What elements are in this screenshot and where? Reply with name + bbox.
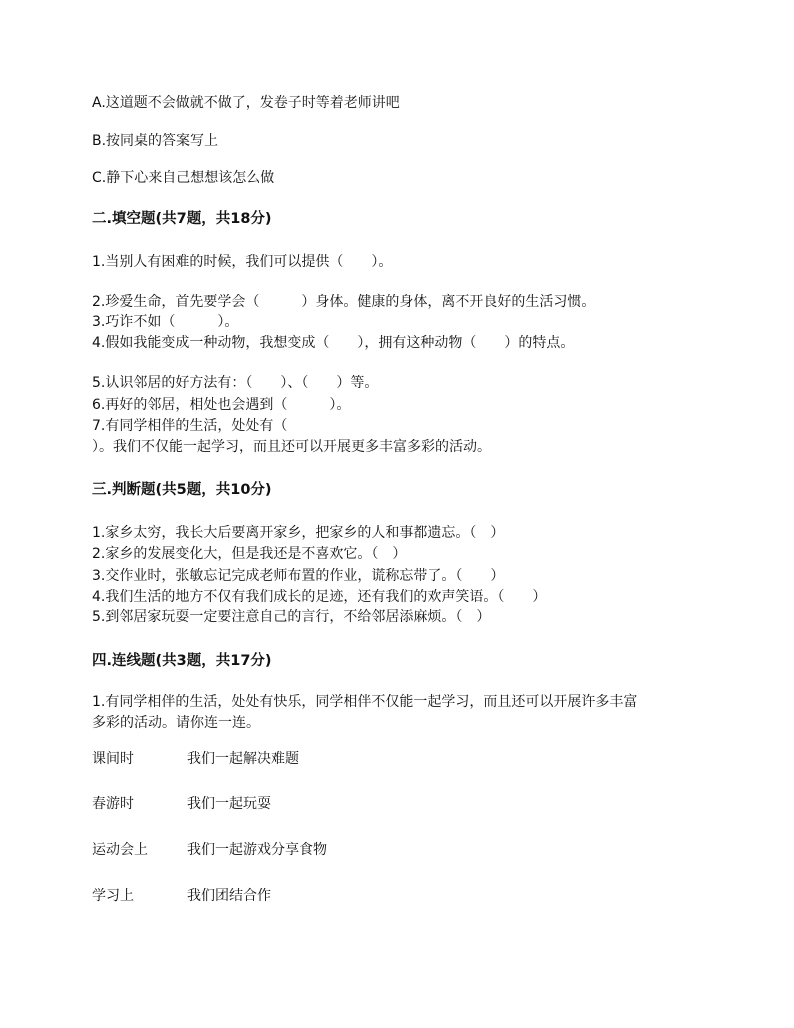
option-a: A.这道题不会做就不做了，发卷子时等着老师讲吧	[92, 95, 400, 111]
true-false-question-4: 4.我们生活的地方不仅有我们成长的足迹，还有我们的欢声笑语。（ ）	[92, 589, 547, 605]
section-heading-matching: 四.连线题(共3题，共17分)	[92, 653, 272, 669]
matching-right-item: 我们团结合作	[187, 888, 271, 904]
fill-blank-question-4: 4.假如我能变成一种动物，我想变成（ ），拥有这种动物（ ）的特点。	[92, 335, 575, 351]
fill-blank-question-1: 1.当别人有困难的时候，我们可以提供（ ）。	[92, 254, 393, 270]
true-false-question-5: 5.到邻居家玩耍一定要注意自己的言行，不给邻居添麻烦。（ ）	[92, 609, 491, 625]
matching-right-item: 我们一起游戏分享食物	[187, 842, 327, 858]
matching-question-1-line-1: 1.有同学相伴的生活，处处有快乐，同学相伴不仅能一起学习，而且还可以开展许多丰富	[92, 694, 638, 710]
true-false-question-1: 1.家乡太穷，我长大后要离开家乡，把家乡的人和事都遗忘。（ ）	[92, 525, 505, 541]
option-c: C.静下心来自己想想该怎么做	[92, 170, 275, 186]
fill-blank-question-2: 2.珍爱生命，首先要学会（ ）身体。健康的身体，离不开良好的生活习惯。	[92, 294, 596, 310]
fill-blank-question-7-line-2: ）。我们不仅能一起学习，而且还可以开展更多丰富多彩的活动。	[92, 439, 491, 455]
option-b: B.按同桌的答案写上	[92, 133, 219, 149]
matching-question-1-line-2: 多彩的活动。请你连一连。	[92, 715, 260, 731]
matching-left-item: 春游时	[92, 796, 134, 812]
section-heading-fill-blank: 二.填空题(共7题，共18分)	[92, 211, 272, 227]
fill-blank-question-3: 3.巧诈不如（ ）。	[92, 314, 239, 330]
matching-left-item: 课间时	[92, 751, 134, 767]
true-false-question-2: 2.家乡的发展变化大，但是我还是不喜欢它。（ ）	[92, 546, 407, 562]
matching-right-item: 我们一起玩耍	[187, 796, 271, 812]
matching-left-item: 学习上	[92, 888, 134, 904]
matching-left-item: 运动会上	[92, 842, 148, 858]
matching-right-item: 我们一起解决难题	[187, 751, 299, 767]
fill-blank-question-5: 5.认识邻居的好方法有：（ ）、（ ）等。	[92, 375, 379, 391]
true-false-question-3: 3.交作业时，张敏忘记完成老师布置的作业，谎称忘带了。（ ）	[92, 568, 505, 584]
section-heading-true-false: 三.判断题(共5题，共10分)	[92, 482, 272, 498]
fill-blank-question-7-line-1: 7.有同学相伴的生活，处处有（	[92, 418, 288, 434]
fill-blank-question-6: 6.再好的邻居，相处也会遇到（ ）。	[92, 397, 351, 413]
